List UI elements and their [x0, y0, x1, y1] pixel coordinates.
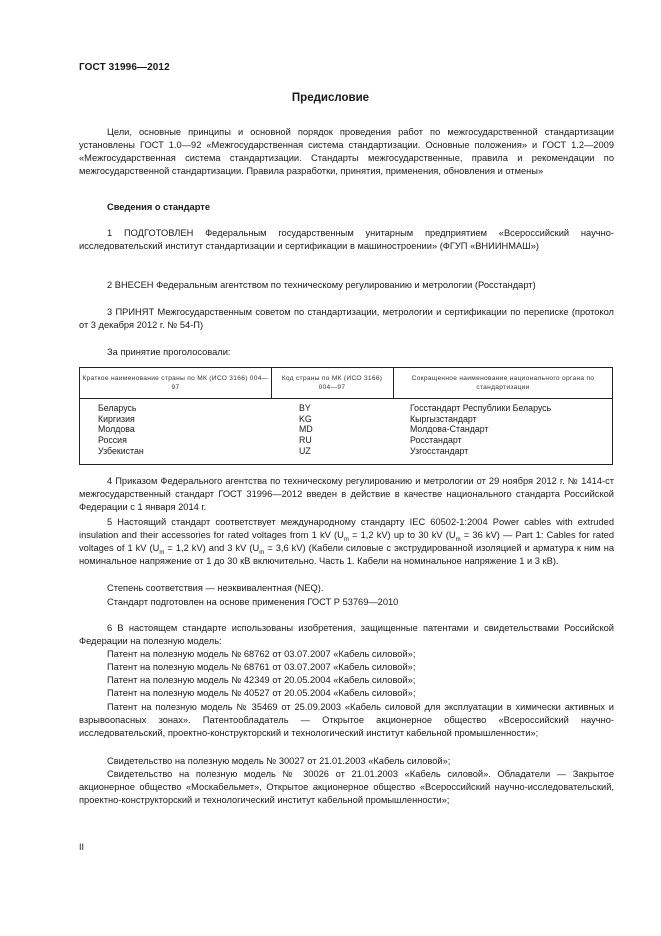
table-cell-body: Росстандарт	[410, 435, 462, 446]
item-2-paragraph: 2 ВНЕСЕН Федеральным агентством по техническому регулированию и метрологии (Росстандарт)	[107, 280, 536, 290]
certificate-line: Свидетельство на полезную модель № 30027 от 21.01.2003 «Кабель силовой»;	[107, 756, 451, 766]
table-cell-body: Узгосстандарт	[410, 445, 469, 456]
patent-line: Патент на полезную модель № 68762 от 03.07.2007 «Кабель силовой»;	[107, 649, 416, 659]
patent-line: Патент на полезную модель № 35469 от 25.09.2003 «Кабель силовой для эксплуатации в химически активных и взрывоопасных зонах». Патентообладатель — Открытое акционерное общество «Всероссийский научно-исследовательский, проектно-конструкторский и технологический институт кабельной промышленности»;	[79, 702, 614, 738]
table-divider	[271, 368, 272, 398]
item-4-paragraph: 4 Приказом Федерального агентства по техническому регулированию и метрологии от 29 ноября 2012 г. № 1414-ст межгосударственный стандарт ГОСТ 31996—2012 введен в действие в качестве национального стандарта Российской Федерации с 1 января 2014 г.	[79, 476, 614, 512]
table-cell-country: Беларусь	[98, 403, 137, 413]
table-header-rule	[80, 398, 612, 399]
item-6-paragraph: 6 В настоящем стандарте использованы изобретения, защищенные патентами и свидетельствами Российской Федерации на полезную модель:	[79, 623, 614, 646]
conformity-line: Степень соответствия — неэквивалентная (NEQ).	[107, 583, 324, 593]
patent-line: Патент на полезную модель № 68761 от 03.07.2007 «Кабель силовой»;	[107, 662, 416, 672]
prepared-line: Стандарт подготовлен на основе применения ГОСТ Р 53769—2010	[107, 597, 399, 607]
voting-table	[79, 367, 613, 465]
body-column	[410, 403, 551, 457]
page-title: Предисловие	[291, 92, 370, 104]
item-5-paragraph: 5 Настоящий стандарт соответствует международному стандарту IEC 60502-1:2004 Power cables with extruded insulation and their accessories for rated voltages from 1 kV ($U_m = 1,2$ kV) up to 30 kV ($U_m = 36$ kV) — Part 1: Cables for rated voltages of 1 kV ($U_m = 1,2$ kV) and 3 kV ($U_m = 3,6$ kV) (Кабели силовые с экструдированной изоляцией и арматура к ним на номинальное напряжение от 1 до 30 кВ включительно. Часть 1. Кабели на номинальное напряжение 1 и 3 кВ).	[79, 517, 615, 566]
document-header: ГОСТ 31996—2012	[79, 62, 170, 73]
section-heading: Сведения о стандарте	[107, 202, 211, 212]
patent-line: Патент на полезную модель № 40527 от 20.05.2004 «Кабель силовой»;	[107, 688, 416, 698]
table-cell-code: UZ	[299, 445, 311, 456]
intro-paragraph: Цели, основные принципы и основной порядок проведения работ по межгосударственной стандартизации установлены ГОСТ 1.0—92 «Межгосударственная система стандартизации. Основные положения» и ГОСТ 1.2—2009 «Межгосударственная система стандартизации. Стандарты межгосударственные, правила и рекомендации по межгосударственной стандартизации. Правила разработки, принятия, применения, обновления и отмены»	[79, 127, 614, 176]
table-cell-country: Молдова	[98, 424, 135, 435]
item-3-paragraph: 3 ПРИНЯТ Межгосударственным советом по стандартизации, метрологии и сертификации по переписке (протокол от 3 декабря 2012 г. № 54-П)	[79, 307, 614, 330]
table-divider	[393, 368, 394, 398]
table-cell-code: RU	[299, 435, 312, 446]
table-cell-country: Киргизия	[98, 413, 135, 424]
table-cell-code: MD	[299, 424, 313, 435]
page-number: II	[79, 842, 85, 852]
table-cell-country: Узбекистан	[98, 445, 144, 456]
certificate-line: Свидетельство на полезную модель № 30026 от 21.01.2003 «Кабель силовой». Обладатели — Закрытое акционерное общество «Москабельмет», Открытое акционерное общество «Всероссийский научно-исследовательский, проектно-конструкторский и технологический институт кабельной промышленности»;	[79, 769, 614, 805]
table-header-code: Код страны по МК (ИСО 3166) 004—97	[281, 375, 383, 392]
table-cell-body: Молдова-Стандарт	[410, 424, 489, 435]
country-column	[98, 403, 144, 457]
item-1-paragraph: 1 ПОДГОТОВЛЕН Федеральным государственным унитарным предприятием «Всероссийский научно-исследовательский институт стандартизации и сертификации в машиностроении» (ФГУП «ВНИИНМАШ»)	[79, 228, 614, 251]
table-cell-body: Госстандарт Республики Беларусь	[410, 403, 552, 413]
table-cell-code: BY	[299, 403, 311, 413]
table-cell-code: KG	[299, 413, 312, 424]
table-cell-country: Россия	[98, 435, 127, 446]
table-header-country: Краткое наименование страны по МК (ИСО 3166) 004—97	[82, 375, 269, 392]
code-column	[299, 403, 313, 457]
vote-label: За принятие проголосовали:	[107, 347, 231, 357]
table-header-body: Сокращенное наименование национального органа по стандартизации	[411, 375, 595, 392]
table-cell-body: Кыргызстандарт	[410, 413, 477, 424]
patent-line: Патент на полезную модель № 42349 от 20.05.2004 «Кабель силовой»;	[107, 675, 416, 685]
